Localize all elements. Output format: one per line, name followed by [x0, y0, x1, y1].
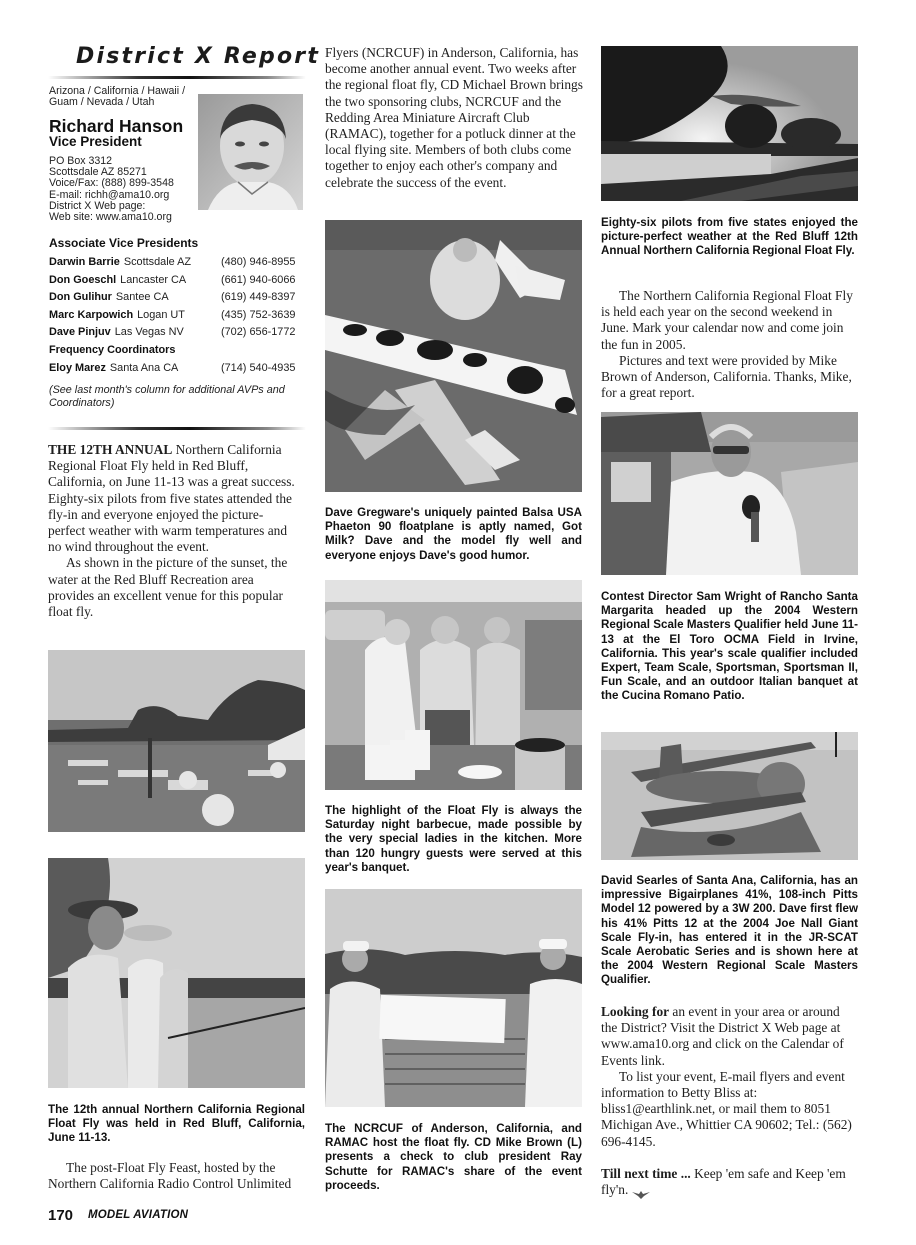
- lead-in: Till next time ...: [601, 1165, 691, 1181]
- associate-phone: (661) 940-6066: [221, 273, 296, 286]
- associate-location: Scottsdale AZ: [123, 256, 192, 268]
- fishing-photo: [48, 858, 305, 1088]
- associate-row: [49, 274, 301, 292]
- phone-line: Voice/Fax: (888) 899-3548: [49, 177, 174, 190]
- barbecue-photo: [325, 580, 582, 790]
- caption-sunset: Eighty-six pilots from five states enjoyed the picture-perfect weather at the Red Bluff 12th Annual Northern California Regional Float Fly.: [601, 216, 858, 258]
- associate-phone: (619) 449-8397: [221, 291, 296, 304]
- portrait-photo: [198, 94, 303, 210]
- paragraph: The post-Float Fly Feast, hosted by the Northern California Radio Control Unlimited: [48, 1160, 292, 1192]
- section-rule: [48, 427, 306, 430]
- vp-contact-block: [49, 156, 174, 223]
- sunset-photo: [601, 46, 858, 201]
- sign-off: Till next time ... Keep 'em safe and Keep 'em fly'n.: [601, 1165, 846, 1198]
- coordinator-row: [49, 362, 301, 380]
- associates-note: (See last month's column for additional AVPs and Coordinators): [49, 384, 285, 409]
- events-info: [601, 1004, 859, 1198]
- associate-row: [49, 256, 301, 274]
- paragraph: THE 12TH ANNUAL Northern California Regional Float Fly held in Red Bluff, California, on June 11-13 was a great success. Eighty-six pilots from five states attended the fly-in and everyone enjoyed the picture-perfect weather with warm temperatures and no wind throughout the event.: [48, 442, 295, 555]
- district-regions: Arizona / California / Hawaii / Guam / Nevada / Utah: [49, 85, 186, 108]
- magazine-name: MODEL AVIATION: [88, 1209, 189, 1221]
- title-rule: [48, 76, 306, 79]
- vp-title: Vice President: [49, 134, 142, 149]
- caption-barbecue: The highlight of the Float Fly is always the Saturday night barbecue, made possible by the very special ladies in the kitchen. More than 120 hungry guests were served at this year's banquet.: [325, 804, 582, 874]
- email-line: E-mail: richh@ama10.org: [49, 188, 170, 201]
- column-title: District X Report: [76, 44, 321, 69]
- associate-name: Darwin Barrie: [49, 256, 120, 268]
- associate-name: Dave Pinjuv: [49, 326, 111, 339]
- pit-area-photo: [48, 650, 305, 832]
- paragraph: Looking for an event in your area or around the District? Visit the District X Web page at www.ama10.org and click on the Calendar of Events link.: [601, 1004, 844, 1068]
- page-number: 170: [48, 1207, 74, 1224]
- associate-name: Marc Karpowich: [49, 308, 134, 321]
- lead-in: THE 12TH ANNUAL: [48, 442, 173, 457]
- caption-sam-wright: Contest Director Sam Wright of Rancho Santa Margarita headed up the 2004 Western Regional Scale Masters Qualifier held June 11-13 at the El Toro OCMA Field in Irvine, California. This year's scale qualifier included Expert, Team Scale, Sportsman, Sportsman II, Fun Scale, and an outdoor Italian banquet at the Cucina Romano Patio.: [601, 590, 858, 703]
- associate-row: [49, 291, 301, 309]
- associate-name: Don Gulihur: [49, 291, 112, 304]
- pitts-biplane-photo: [601, 732, 858, 860]
- paragraph: To list your event, E-mail flyers and event information to Betty Bliss at: bliss1@earthlink.net, or mail them to 8051 Michigan Ave., Whittier CA 90602; Tel.: (562) 696-4145.: [601, 1068, 852, 1149]
- sam-wright-photo: [601, 412, 858, 575]
- vp-name: Richard Hanson: [49, 116, 184, 136]
- coordinator-phone: (714) 540-4935: [221, 361, 296, 374]
- associate-location: Logan UT: [137, 308, 185, 321]
- coordinator-name: Eloy Marez: [49, 361, 106, 374]
- web-page-label: District X Web page:: [49, 199, 146, 212]
- address-line: Scottsdale AZ 85271: [49, 166, 147, 179]
- caption-check: The NCRCUF of Anderson, California, and RAMAC host the float fly. CD Mike Brown (L) presents a check to club president Ray Schutte for RAMAC's share of the event proceeds.: [325, 1122, 582, 1192]
- article-body-col2: Flyers (NCRCUF) in Anderson, California, has become another annual event. Two weeks after the regional float fly, CD Michael Brown brings the two sponsoring clubs, NCRCUF and the Redding Area Miniature Aircraft Club (RAMAC), together for a potluck dinner at the local flying site. Members of both clubs come together to enjoy each other's company and celebrate the success of the event.: [325, 45, 583, 190]
- coordinator-location: Santa Ana CA: [109, 361, 179, 374]
- caption-float-fly: The 12th annual Northern California Regional Float Fly was held in Red Bluff, California, June 11-13.: [48, 1103, 305, 1145]
- article-body-col3: [601, 288, 859, 401]
- associates-heading: Associate Vice Presidents: [49, 236, 199, 250]
- associate-row: [49, 326, 301, 344]
- associate-location: Las Vegas NV: [114, 326, 184, 339]
- associate-location: Lancaster CA: [120, 273, 187, 286]
- associate-location: Santee CA: [115, 291, 169, 304]
- paragraph: The Northern California Regional Float Fly is held each year on the second weekend in June. Mark your calendar now and come join the fun in 2005.: [601, 288, 853, 352]
- caption-got-milk: Dave Gregware's uniquely painted Balsa USA Phaeton 90 floatplane is aptly named, Got Milk? Dave and the model fly well and everyone enjoys Dave's good humor.: [325, 506, 582, 562]
- lead-in: Looking for: [601, 1004, 670, 1019]
- associate-row: [49, 309, 301, 327]
- website-line: Web site: www.ama10.org: [49, 211, 172, 224]
- associates-table: [49, 256, 301, 379]
- associate-phone: (435) 752-3639: [221, 308, 296, 321]
- check-presentation-photo: [325, 889, 582, 1107]
- article-body-col1: [48, 442, 300, 620]
- associate-name: Don Goeschl: [49, 273, 117, 286]
- floatplane-photo: [325, 220, 582, 492]
- address-line: PO Box 3312: [49, 155, 113, 167]
- caption-pitts: David Searles of Santa Ana, California, has an impressive Bigairplanes 41%, 108-inch Pitts Model 12 powered by a 3W 200. Dave first flew his 41% Pitts 12 at the 2004 Joe Nall Giant Scale Fly-in, has entered it in the JR-SCAT Scale Aerobatic Series and is shown here at the 2004 Western Regional Scale Masters Qualifier.: [601, 874, 858, 987]
- associate-phone: (702) 656-1772: [221, 326, 296, 339]
- paragraph: As shown in the picture of the sunset, the water at the Red Bluff Recreation area provides an excellent venue for this popular float fly.: [48, 555, 288, 620]
- associate-phone: (480) 946-8955: [221, 256, 296, 268]
- frequency-heading: Frequency Coordinators: [49, 343, 176, 356]
- paragraph: Pictures and text were provided by Mike Brown of Anderson, California. Thanks, Mike, for a great report.: [601, 352, 852, 401]
- ama-logo-icon: [632, 1187, 650, 1195]
